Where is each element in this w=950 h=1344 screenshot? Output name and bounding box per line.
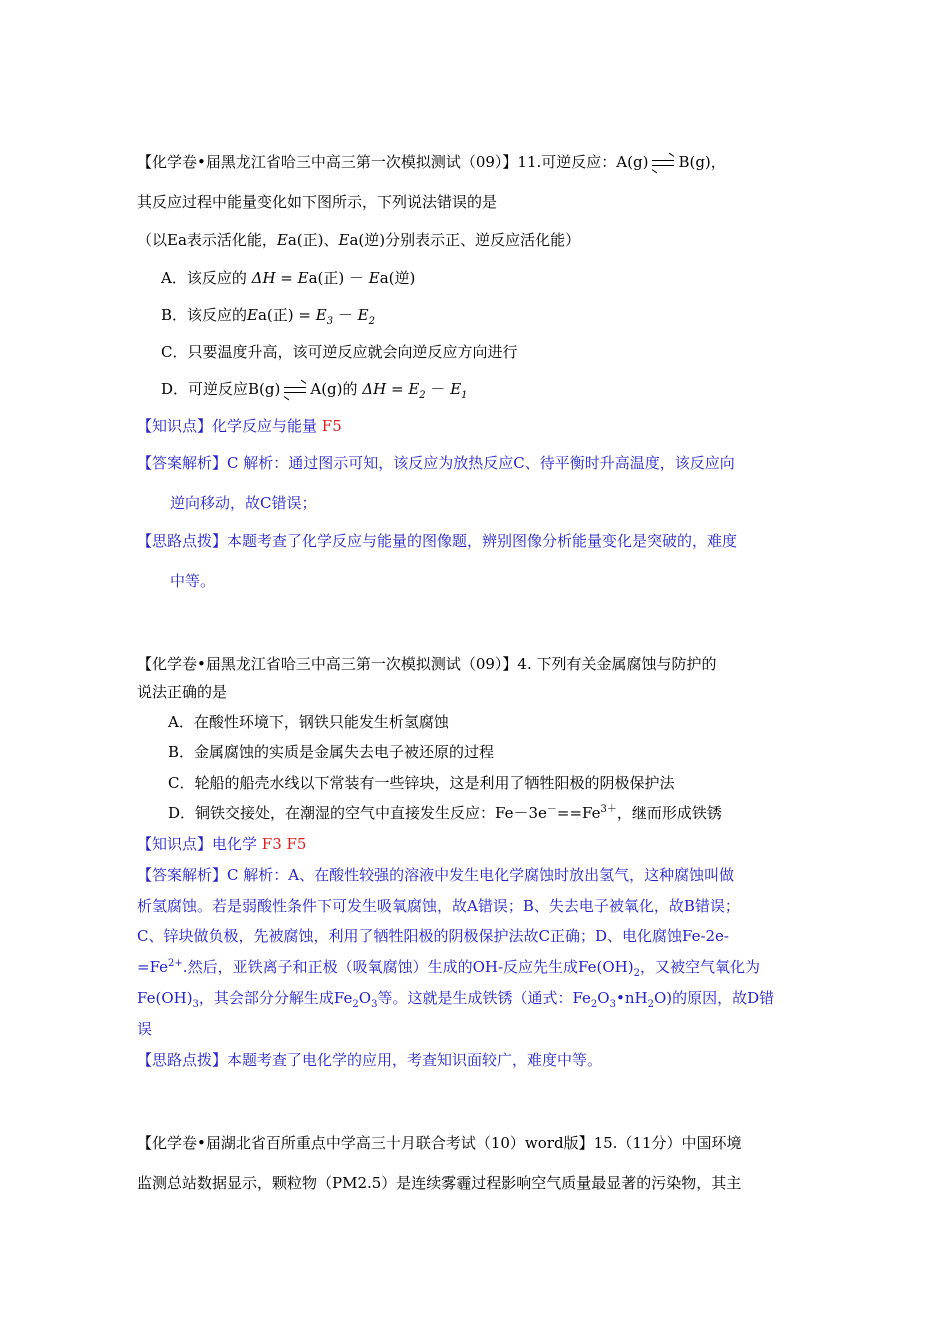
q2-answer-line6: 误 [137,1020,153,1038]
q1-answer-cont: 逆向移动，故C错误； [170,494,317,512]
q2-knowledge-point: 【知识点】电化学 F3 F5 [137,835,307,853]
q1-note: （以Ea表示活化能，Ea(正)、Ea(逆)分别表示正、逆反应活化能） [137,231,581,249]
q1-tip: 【思路点拨】本题考查了化学反应与能量的图像题，辨别图像分析能量变化是突破的，难度 [137,532,738,550]
q1-option-c: C．只要温度升高，该可逆反应就会向逆反应方向进行 [161,343,518,361]
q2-header-cont: 说法正确的是 [137,683,228,701]
q2-option-c: C．轮船的船壳水线以下常装有一些锌块，这是利用了牺牲阳极的阴极保护法 [168,774,675,792]
q1-answer: 【答案解析】C 解析：通过图示可知，该反应为放热反应C、待平衡时升高温度，该反应向 [137,454,735,472]
q1-option-d: D．可逆反应B(g) A(g)的 $\Delta H = E_2 - E_1$ [161,380,468,401]
q2-header: 【化学卷•届黑龙江省哈三中高三第一次模拟测试（09）】4. 下列有关金属腐蚀与防护的 [137,655,717,673]
q1-tip-cont: 中等。 [170,572,216,590]
q1-option-b: B．该反应的Ea(正) = $E_3 - E_2$ [161,306,375,327]
q3-header: 【化学卷•届湖北省百所重点中学高三十月联合考试（10）word版】15.（11分）中国环境 [137,1134,742,1152]
q2-answer-line3: C、锌块做负极，先被腐蚀，利用了牺牲阳极的阴极保护法故C正确；D、电化腐蚀Fe-2e- [137,927,730,945]
q1-knowledge-point: 【知识点】化学反应与能量 F5 [137,417,342,435]
reversible-arrow-icon [652,158,674,168]
q2-option-b: B．金属腐蚀的实质是金属失去电子被还原的过程 [168,743,495,761]
q2-answer: 【答案解析】C 解析：A、在酸性较强的溶液中发生电化学腐蚀时放出氢气，这种腐蚀叫做 [137,866,735,884]
q2-tip: 【思路点拨】本题考查了电化学的应用，考查知识面较广，难度中等。 [137,1051,603,1069]
reversible-arrow-icon [284,385,306,395]
q2-answer-line5: $Fe(OH)_3$，其会部分分解生成$Fe_2O_3$等。这就是生成铁锈（通式：$Fe_2O_3•nH_2O$)的原因，故D错 [137,989,775,1010]
q1-option-a: A．该反应的 ΔH = Ea(正) － Ea(逆) [161,269,416,287]
q2-answer-line4: $=Fe^{2+}$.然后，亚铁离子和正极（吸氧腐蚀）生成的OH-反应先生成$Fe(OH)_2$，又被空气氧化为 [137,958,760,979]
q2-answer-line2: 析氢腐蚀。若是弱酸性条件下可发生吸氧腐蚀，故A错误；B、失去电子被氧化，故B错误； [137,897,740,915]
q2-option-d: D．铜铁交接处，在潮湿的空气中直接发生反应：$Fe-3e^-==Fe^{3+}$，继而形成铁锈 [168,804,722,822]
q1-stem: 其反应过程中能量变化如下图所示，下列说法错误的是 [137,193,498,211]
q3-stem: 监测总站数据显示，颗粒物（PM2.5）是连续雾霾过程影响空气质量最显著的污染物，其主 [137,1174,742,1192]
q2-option-a: A．在酸性环境下，钢铁只能发生析氢腐蚀 [168,713,449,731]
q1-header: 【化学卷•届黑龙江省哈三中高三第一次模拟测试（09）】11.可逆反应：A(g) B(g)， [137,152,726,172]
